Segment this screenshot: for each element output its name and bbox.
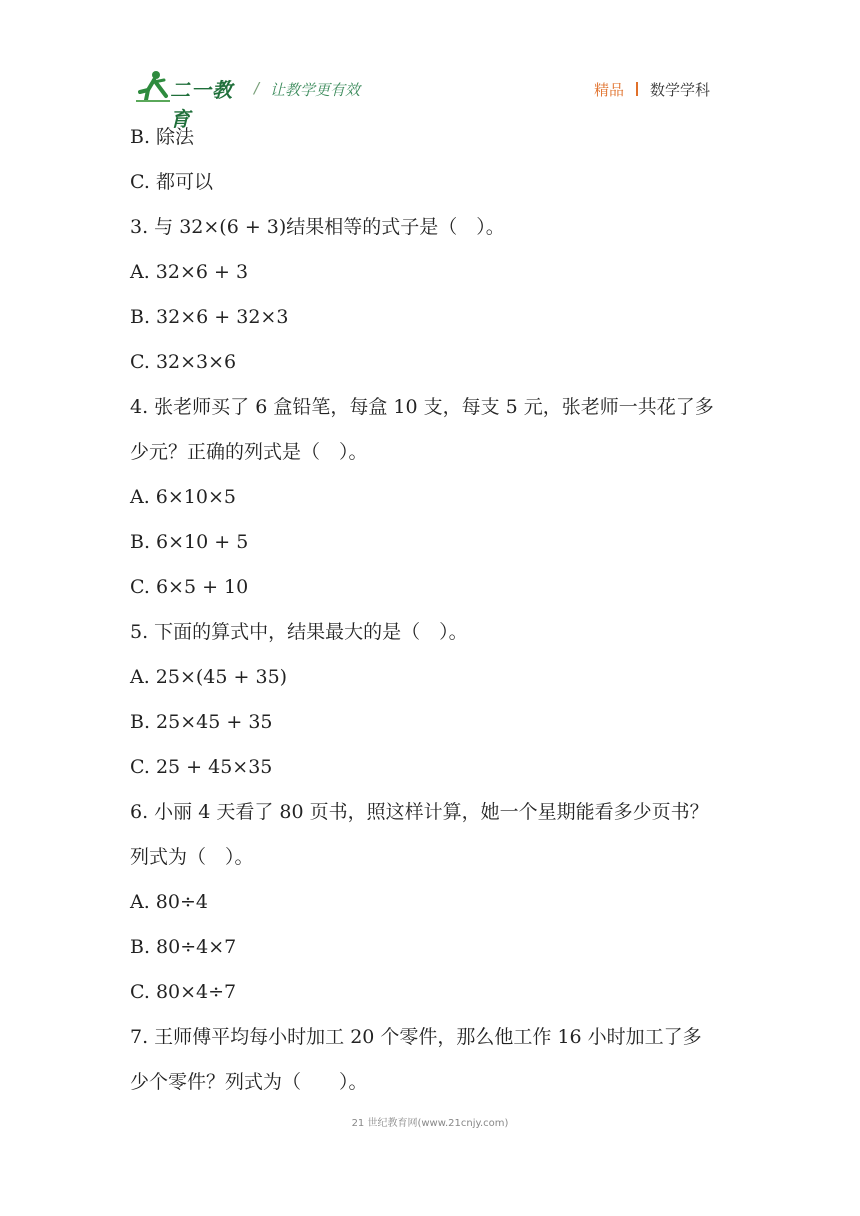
text-line: B. 6×10 + 5	[130, 531, 249, 553]
text-line: C. 都可以	[130, 171, 213, 193]
divider	[636, 82, 638, 96]
logo-text: 二一教育	[170, 78, 233, 131]
text-line: 列式为（ ）。	[130, 846, 254, 868]
slogan-separator: /	[254, 79, 260, 97]
text-line: A. 80÷4	[130, 891, 208, 913]
text-line: B. 除法	[130, 126, 195, 148]
text-line: 少元？正确的列式是（ ）。	[130, 441, 368, 463]
text-line: 3. 与 32×(6 + 3)结果相等的式子是（ ）。	[130, 216, 505, 238]
text-line: B. 32×6 + 32×3	[130, 306, 289, 328]
text-line: C. 80×4÷7	[130, 981, 237, 1003]
subject-heading	[594, 79, 710, 100]
text-line: B. 80÷4×7	[130, 936, 237, 958]
page-header	[0, 0, 860, 131]
question-content	[130, 122, 740, 1112]
logo	[136, 70, 246, 131]
text-line: B. 25×45 + 35	[130, 711, 273, 733]
subject-label: 数学学科	[649, 81, 710, 99]
runner-icon	[136, 70, 172, 104]
text-line: C. 6×5 + 10	[130, 576, 249, 598]
text-line: A. 32×6 + 3	[130, 261, 249, 283]
page-footer: 21 世纪教育网(www.21cnjy.com)	[351, 1118, 509, 1129]
text-line: 7. 王师傅平均每小时加工 20 个零件，那么他工作 16 小时加工了多	[130, 1026, 702, 1048]
text-line: A. 6×10×5	[130, 486, 236, 508]
text-line: A. 25×(45 + 35)	[130, 666, 288, 688]
text-line: 6. 小丽 4 天看了 80 页书，照这样计算，她一个星期能看多少页书？	[130, 801, 709, 823]
text-line: 4. 张老师买了 6 盒铅笔，每盒 10 支，每支 5 元，张老师一共花了多	[130, 396, 714, 418]
text-line: C. 32×3×6	[130, 351, 237, 373]
slogan: 让教学更有效	[270, 81, 361, 99]
quality-badge: 精品	[593, 81, 624, 99]
text-line: 少个零件？列式为（ ）。	[130, 1071, 368, 1093]
text-line: 5. 下面的算式中，结果最大的是（ ）。	[130, 621, 468, 643]
text-line: C. 25 + 45×35	[130, 756, 273, 778]
